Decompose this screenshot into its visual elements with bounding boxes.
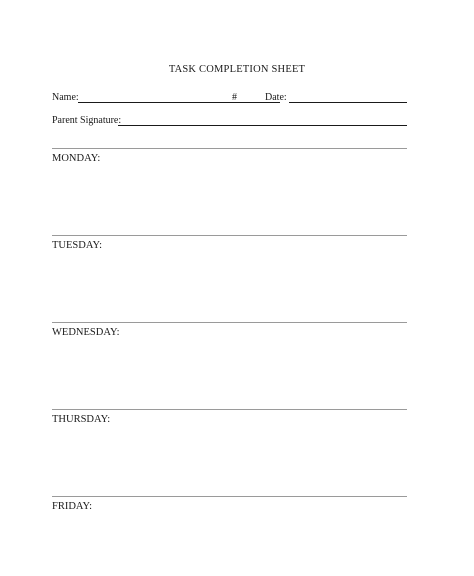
divider-tuesday [52,235,407,236]
date-label: Date: [265,92,287,103]
day-label-tuesday: TUESDAY: [52,240,102,251]
date-field[interactable] [289,102,407,103]
number-label: # [232,92,237,103]
parent-signature-field[interactable] [118,125,407,126]
day-label-friday: FRIDAY: [52,501,93,512]
divider-monday [52,148,407,149]
name-label: Name: [52,92,79,103]
day-label-thursday: THURSDAY: [52,414,111,425]
day-label-wednesday: WEDNESDAY: [52,327,120,338]
parent-signature-label: Parent Signature: [52,115,122,126]
divider-wednesday [52,322,407,323]
divider-friday [52,496,407,497]
divider-thursday [52,409,407,410]
day-label-monday: MONDAY: [52,153,101,164]
number-field[interactable] [240,102,260,103]
parent-signature-row [52,114,412,128]
sheet-title: TASK COMPLETION SHEET [168,64,306,75]
name-number-date-row [52,91,412,105]
